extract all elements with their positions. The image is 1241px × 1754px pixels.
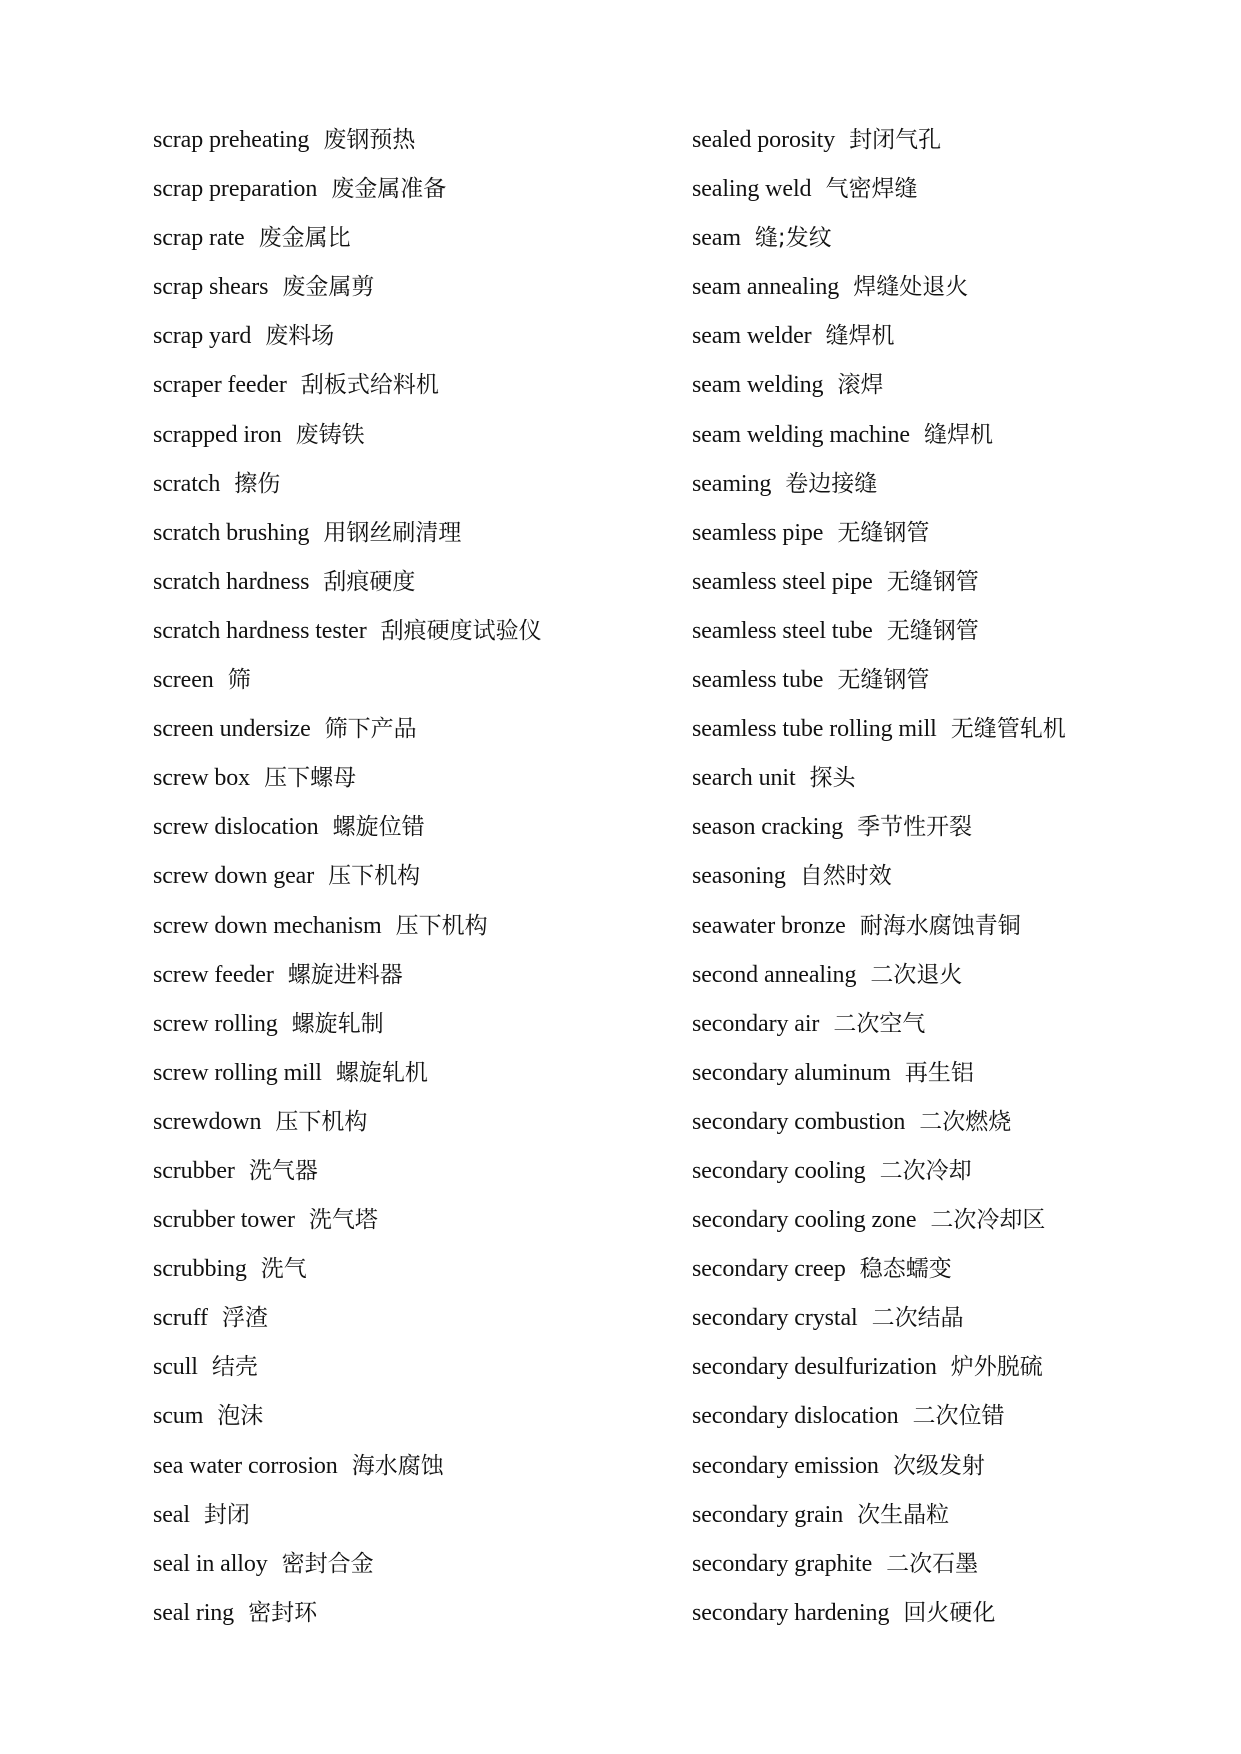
glossary-entry	[153, 1147, 653, 1196]
glossary-entry	[692, 951, 1212, 1000]
entry-term: seam welder	[692, 323, 812, 350]
entry-term: sea water corrosion	[153, 1452, 338, 1479]
entry-translation: 废料场	[265, 323, 335, 350]
glossary-entry	[153, 656, 653, 705]
entry-term: screwdown	[153, 1108, 262, 1135]
glossary-entry	[692, 263, 1212, 312]
glossary-entry	[692, 1049, 1212, 1098]
glossary-entry	[692, 1147, 1212, 1196]
entry-term: secondary combustion	[692, 1108, 906, 1135]
right-column	[692, 116, 1212, 1638]
entry-translation: 二次冷却区	[930, 1207, 1046, 1234]
glossary-entry	[153, 411, 653, 460]
entry-translation: 洗气	[260, 1256, 307, 1283]
entry-term: scrap shears	[153, 274, 269, 301]
entry-term: seal	[153, 1501, 190, 1528]
glossary-entry	[692, 214, 1212, 263]
entry-term: seawater bronze	[692, 912, 846, 939]
entry-translation: 筛	[227, 667, 251, 694]
entry-term: scratch hardness tester	[153, 617, 367, 644]
glossary-entry	[153, 1000, 653, 1049]
entry-term: seamless steel pipe	[692, 568, 873, 595]
entry-term: search unit	[692, 765, 796, 792]
glossary-entry	[692, 460, 1212, 509]
glossary-entry	[692, 1491, 1212, 1540]
entry-term: secondary air	[692, 1010, 820, 1037]
entry-term: secondary graphite	[692, 1550, 873, 1577]
glossary-entry	[153, 705, 653, 754]
entry-term: scull	[153, 1354, 198, 1381]
glossary-entry	[153, 1196, 653, 1245]
glossary-entry	[692, 803, 1212, 852]
entry-term: seam welding	[692, 372, 824, 399]
glossary-entry	[153, 1245, 653, 1294]
entry-translation: 密封环	[248, 1599, 318, 1626]
entry-translation: 二次冷却	[879, 1157, 972, 1184]
glossary-entry	[692, 1540, 1212, 1589]
entry-term: seasoning	[692, 863, 786, 890]
glossary-entry	[153, 116, 653, 165]
glossary-entry	[153, 1049, 653, 1098]
entry-term: scrap preparation	[153, 176, 318, 203]
entry-term: secondary aluminum	[692, 1059, 891, 1086]
entry-translation: 再生铝	[904, 1059, 974, 1086]
glossary-entry	[692, 1392, 1212, 1441]
glossary-entry	[692, 1000, 1212, 1049]
glossary-entry	[153, 1442, 653, 1491]
glossary-entry	[692, 754, 1212, 803]
entry-translation: 螺旋轧制	[291, 1010, 384, 1037]
glossary-entry	[153, 852, 653, 901]
entry-translation: 回火硬化	[903, 1599, 996, 1626]
entry-translation: 刮痕硬度试验仪	[380, 617, 542, 644]
glossary-entry	[153, 460, 653, 509]
entry-translation: 二次石墨	[886, 1550, 979, 1577]
entry-translation: 废金属比	[258, 225, 351, 252]
entry-translation: 海水腐蚀	[351, 1452, 444, 1479]
entry-term: seamless pipe	[692, 519, 824, 546]
entry-translation: 无缝钢管	[837, 519, 930, 546]
entry-translation: 废铸铁	[295, 421, 365, 448]
glossary-entry	[153, 214, 653, 263]
entry-translation: 废金属剪	[282, 274, 375, 301]
glossary-entry	[153, 1343, 653, 1392]
entry-translation: 气密焊缝	[825, 176, 918, 203]
entry-translation: 压下螺母	[264, 765, 357, 792]
glossary-entry	[153, 165, 653, 214]
glossary-entry	[692, 656, 1212, 705]
entry-translation: 用钢丝刷清理	[323, 519, 462, 546]
entry-term: seam welding machine	[692, 421, 910, 448]
entry-term: secondary hardening	[692, 1599, 890, 1626]
entry-translation: 洗气塔	[308, 1207, 378, 1234]
entry-term: scrubber tower	[153, 1207, 295, 1234]
entry-term: scrap preheating	[153, 127, 310, 153]
glossary-entry	[153, 1392, 653, 1441]
entry-translation: 二次位错	[912, 1403, 1005, 1430]
glossary-entry	[153, 803, 653, 852]
entry-translation: 刮板式给料机	[300, 372, 439, 399]
glossary-entry	[692, 1294, 1212, 1343]
entry-term: scum	[153, 1403, 204, 1430]
glossary-entry	[692, 1098, 1212, 1147]
entry-term: seaming	[692, 470, 772, 497]
entry-translation: 自然时效	[799, 863, 892, 890]
left-column	[153, 116, 653, 1638]
entry-term: screen	[153, 667, 214, 694]
entry-translation: 筛下产品	[324, 716, 417, 743]
glossary-entry	[153, 1098, 653, 1147]
glossary-entry	[153, 263, 653, 312]
entry-translation: 螺旋位错	[332, 814, 425, 841]
entry-translation: 二次结晶	[871, 1305, 964, 1332]
glossary-entry	[692, 1196, 1212, 1245]
glossary-entry	[153, 361, 653, 410]
glossary-entry	[692, 1343, 1212, 1392]
entry-translation: 结壳	[211, 1354, 258, 1381]
glossary-entry	[153, 951, 653, 1000]
entry-translation: 螺旋轧机	[335, 1059, 428, 1086]
entry-term: scratch	[153, 470, 221, 497]
entry-term: scrapped iron	[153, 421, 282, 448]
entry-term: secondary cooling	[692, 1157, 866, 1184]
entry-term: screw box	[153, 765, 251, 792]
entry-translation: 焊缝处退火	[853, 274, 969, 301]
entry-term: secondary dislocation	[692, 1403, 899, 1430]
glossary-entry	[692, 411, 1212, 460]
entry-translation: 压下机构	[328, 863, 421, 890]
entry-translation: 封闭气孔	[849, 127, 942, 153]
entry-term: scraper feeder	[153, 372, 287, 399]
entry-term: screw down mechanism	[153, 912, 382, 939]
entry-term: secondary desulfurization	[692, 1354, 937, 1381]
entry-term: seamless tube	[692, 667, 824, 694]
entry-term: sealing weld	[692, 176, 812, 203]
entry-term: scratch brushing	[153, 519, 310, 546]
entry-term: seal ring	[153, 1599, 235, 1626]
entry-term: secondary grain	[692, 1501, 844, 1528]
glossary-entry	[153, 509, 653, 558]
glossary-entry	[153, 754, 653, 803]
entry-term: secondary emission	[692, 1452, 879, 1479]
entry-translation: 压下机构	[275, 1108, 368, 1135]
glossary-entry	[153, 1294, 653, 1343]
entry-translation: 滚焊	[837, 372, 884, 399]
entry-translation: 泡沫	[217, 1403, 264, 1430]
entry-translation: 炉外脱硫	[950, 1354, 1043, 1381]
glossary-entry	[692, 1245, 1212, 1294]
glossary-entry	[153, 1491, 653, 1540]
entry-term: scrap rate	[153, 225, 245, 252]
glossary-entry	[692, 312, 1212, 361]
entry-term: seamless tube rolling mill	[692, 716, 937, 743]
glossary-entry	[153, 312, 653, 361]
entry-term: seam annealing	[692, 274, 840, 301]
glossary-entry	[692, 705, 1212, 754]
entry-translation: 无缝钢管	[886, 617, 979, 644]
entry-term: screw rolling mill	[153, 1059, 322, 1086]
entry-term: secondary creep	[692, 1256, 846, 1283]
entry-translation: 无缝钢管	[886, 568, 979, 595]
entry-translation: 封闭	[203, 1501, 250, 1528]
glossary-entry	[692, 558, 1212, 607]
entry-term: screen undersize	[153, 716, 311, 743]
entry-translation: 稳态蠕变	[859, 1256, 952, 1283]
entry-translation: 无缝管轧机	[950, 716, 1066, 743]
glossary-entry	[153, 902, 653, 951]
entry-translation: 废金属准备	[331, 176, 447, 203]
entry-translation: 二次空气	[833, 1010, 926, 1037]
entry-translation: 刮痕硬度	[323, 568, 416, 595]
glossary-entry	[153, 558, 653, 607]
entry-term: scrubbing	[153, 1256, 247, 1283]
entry-term: seal in alloy	[153, 1550, 268, 1577]
entry-translation: 缝;发纹	[754, 225, 832, 252]
entry-term: second annealing	[692, 961, 857, 988]
glossary-entry	[692, 1589, 1212, 1638]
entry-translation: 季节性开裂	[857, 814, 973, 841]
entry-translation: 密封合金	[281, 1550, 374, 1577]
entry-translation: 压下机构	[395, 912, 488, 939]
glossary-entry	[692, 1442, 1212, 1491]
entry-term: scrubber	[153, 1157, 235, 1184]
entry-translation: 浮渣	[221, 1305, 268, 1332]
glossary-entry	[692, 509, 1212, 558]
entry-term: scruff	[153, 1305, 208, 1332]
entry-term: seamless steel tube	[692, 617, 873, 644]
entry-translation: 缝焊机	[825, 323, 895, 350]
glossary-entry	[153, 607, 653, 656]
glossary-entry	[692, 165, 1212, 214]
entry-translation: 二次退火	[870, 961, 963, 988]
entry-term: scrap yard	[153, 323, 252, 350]
entry-translation: 探头	[809, 765, 856, 792]
entry-term: secondary cooling zone	[692, 1207, 917, 1234]
entry-term: screw down gear	[153, 863, 315, 890]
entry-term: screw rolling	[153, 1010, 278, 1037]
glossary-entry	[153, 1589, 653, 1638]
entry-term: seam	[692, 225, 741, 252]
entry-term: season cracking	[692, 814, 844, 841]
glossary-entry	[692, 361, 1212, 410]
glossary-entry	[692, 902, 1212, 951]
entry-term: sealed porosity	[692, 127, 836, 153]
glossary-entry	[692, 607, 1212, 656]
glossary-entry	[692, 852, 1212, 901]
entry-translation: 无缝钢管	[837, 667, 930, 694]
entry-translation: 次生晶粒	[857, 1501, 950, 1528]
entry-translation: 螺旋进料器	[287, 961, 403, 988]
entry-term: scratch hardness	[153, 568, 310, 595]
glossary-entry	[692, 116, 1212, 165]
entry-translation: 二次燃烧	[919, 1108, 1012, 1135]
glossary-entry	[153, 1540, 653, 1589]
entry-term: screw dislocation	[153, 814, 319, 841]
entry-translation: 洗气器	[248, 1157, 318, 1184]
entry-term: secondary crystal	[692, 1305, 858, 1332]
entry-translation: 缝焊机	[923, 421, 993, 448]
entry-translation: 次级发射	[892, 1452, 985, 1479]
entry-term: screw feeder	[153, 961, 274, 988]
entry-translation: 卷边接缝	[785, 470, 878, 497]
entry-translation: 擦伤	[234, 470, 281, 497]
entry-translation: 废钢预热	[323, 127, 416, 153]
entry-translation: 耐海水腐蚀青铜	[859, 912, 1021, 939]
